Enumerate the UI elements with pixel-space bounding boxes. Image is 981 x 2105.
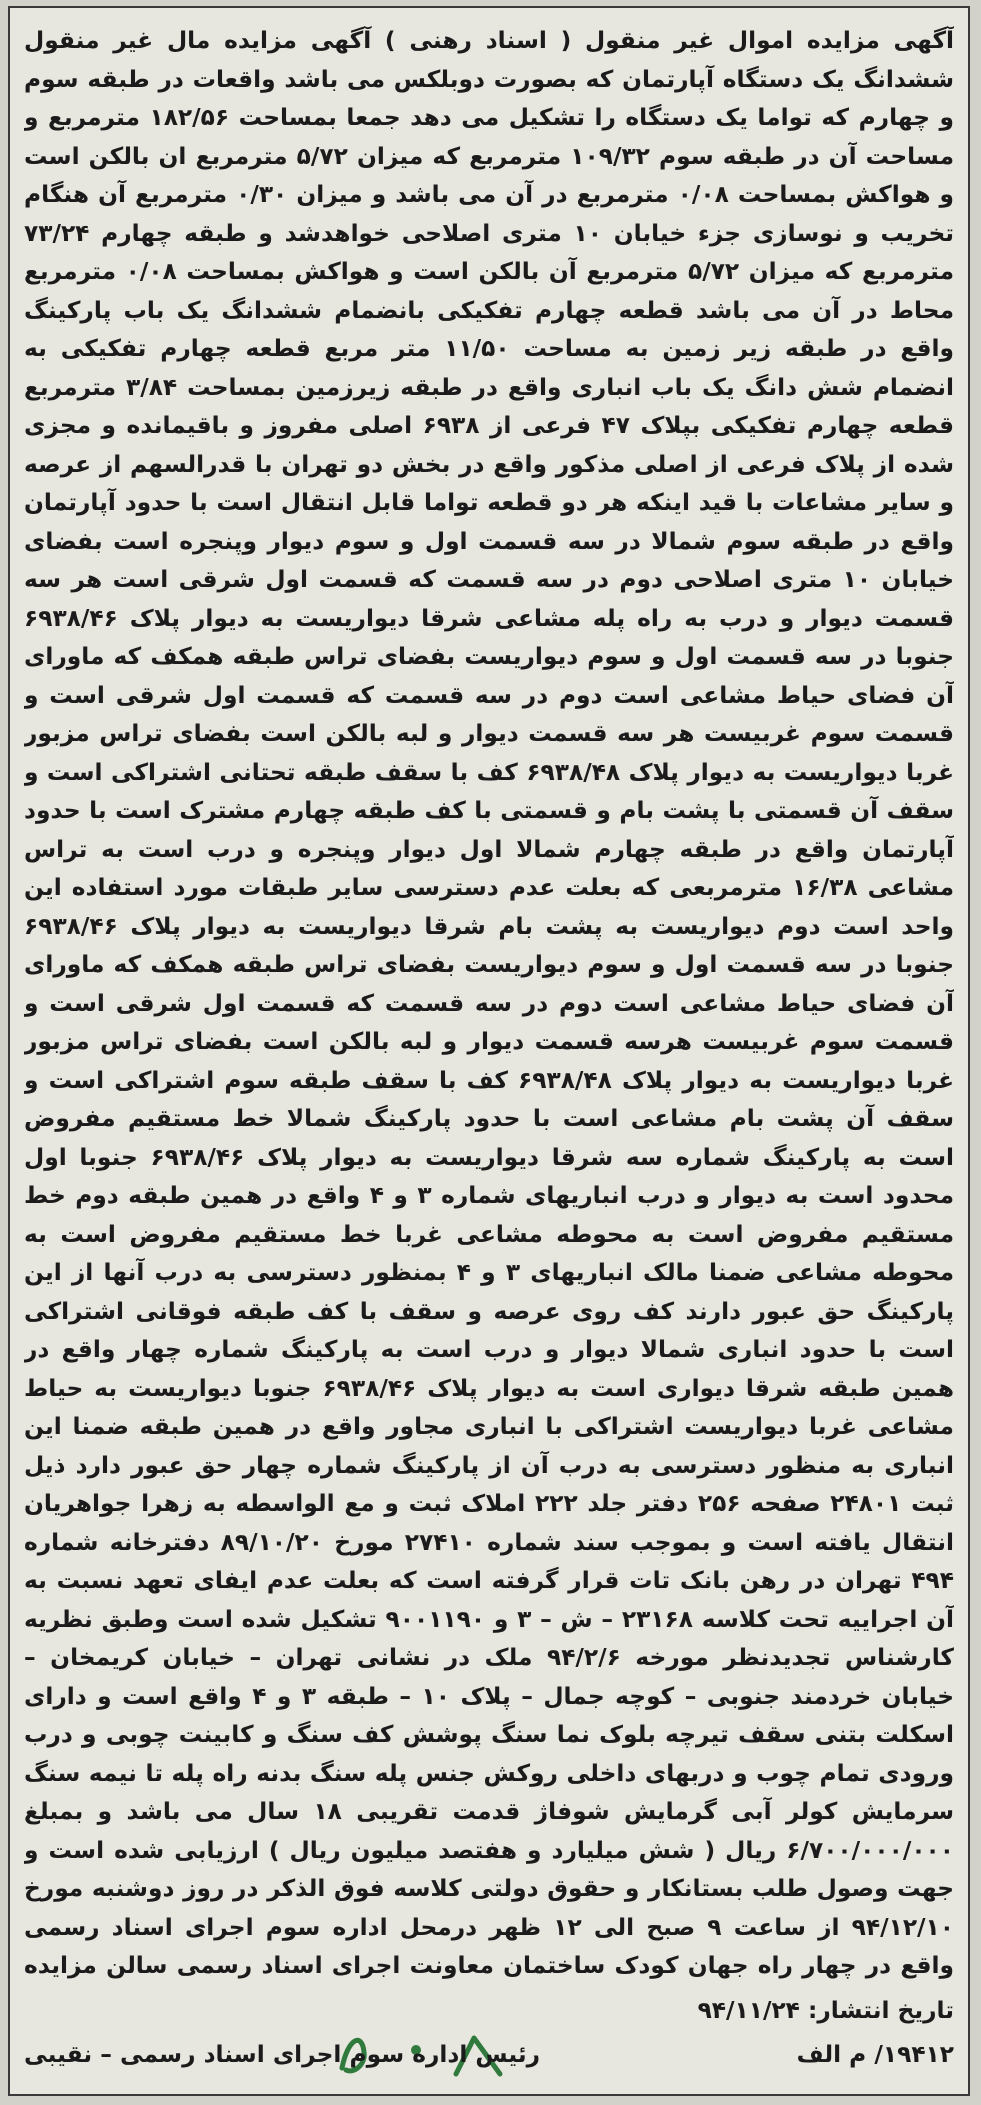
- notice-footer: [24, 1994, 954, 2086]
- auction-notice-body: آگهی مزایده اموال غیر منقول ( اسناد رهنی ) آگهی مزایده مال غیر منقول ششدانگ یک دستگاه آپارتمان که بصورت دوبلکس می باشد واقعات در طبقه سوم و چهارم که تواما یک دستگاه را تشکیل می دهد جمعا بمساحت ۱۸۲/۵۶ مترمربع و مساحت آن در طبقه سوم ۱۰۹/۳۲ مترمربع که میزان ۵/۷۲ مترمربع ان بالکن است و هواکش بمساحت ۰/۰۸ مترمربع در آن می باشد و میزان ۰/۳۰ مترمربع آن هنگام تخریب و نوسازی جزء خیابان ۱۰ متری اصلاحی خواهدشد و طبقه چهارم ۷۳/۲۴ مترمربع که میزان ۵/۷۲ مترمربع آن بالکن است و هواکش بمساحت ۰/۰۸ مترمربع محاط در آن می باشد قطعه چهارم تفکیکی بانضمام ششدانگ یک باب پارکینگ واقع در طبقه زیر زمین به مساحت ۱۱/۵۰ متر مربع قطعه چهارم تفکیکی به انضمام شش دانگ یک باب انباری واقع در طبقه زیرزمین بمساحت ۳/۸۴ مترمربع قطعه چهارم تفکیکی بپلاک ۴۷ فرعی از ۶۹۳۸ اصلی مفروز و باقیمانده و مجزی شده از پلاک فرعی از اصلی مذکور واقع در بخش دو تهران با قدرالسهم از عرصه و سایر مشاعات با قید اینکه هر دو قطعه تواما قابل انتقال است با حدود آپارتمان واقع در طبقه سوم شمالا در سه قسمت اول و سوم دیوار وپنجره است بفضای خیابان ۱۰ متری اصلاحی دوم در سه قسمت که قسمت اول شرقی است هر سه قسمت دیوار و درب به راه پله مشاعی شرقا دیواریست به دیوار پلاک ۶۹۳۸/۴۶ جنوبا در سه قسمت اول و سوم دیواریست بفضای تراس طبقه همکف که ماورای آن فضای حیاط مشاعی است دوم در سه قسمت که قسمت اول شرقی است و قسمت سوم غربیست هر سه قسمت دیوار و لبه بالکن است بفضای تراس مزبور غربا دیواریست به دیوار پلاک ۶۹۳۸/۴۸ کف با سقف طبقه تحتانی اشتراکی است و سقف آن قسمتی با پشت بام و قسمتی با کف طبقه چهارم مشترک است با حدود آپارتمان واقع در طبقه چهارم شمالا اول دیوار وپنجره و درب است به تراس مشاعی ۱۶/۳۸ مترمربعی که بعلت عدم دسترسی سایر طبقات مورد استفاده این واحد است دوم دیواریست به پشت بام شرقا دیواریست به دیوار پلاک ۶۹۳۸/۴۶ جنوبا در سه قسمت اول و سوم دیواریست بفضای تراس طبقه همکف که ماورای آن فضای حیاط مشاعی است دوم در سه قسمت که قسمت اول شرقی است و قسمت سوم غربیست هرسه قسمت دیوار و لبه بالکن است بفضای تراس مزبور غربا دیواریست به دیوار پلاک ۶۹۳۸/۴۸ کف با سقف طبقه سوم اشتراکی است و سقف آن پشت بام مشاعی است با حدود پارکینگ شمالا خط مستقیم مفروض است به پارکینگ شماره سه شرقا دیواریست به دیوار پلاک ۶۹۳۸/۴۶ جنوبا اول محدود است به دیوار و درب انباریهای شماره ۳ و ۴ واقع در همین طبقه دوم خط مستقیم مفروض است به محوطه مشاعی غربا خط مستقیم مفروض است به محوطه مشاعی ضمنا مالک انباریهای ۳ و ۴ بمنظور دسترسی به درب آنها از این پارکینگ حق عبور دارند کف روی عرصه و سقف با کف طبقه فوقانی اشتراکی است با حدود انباری شمالا دیوار و درب است به پارکینگ شماره چهار واقع در همین طبقه شرقا دیواری است به دیوار پلاک ۶۹۳۸/۴۶ جنوبا دیواریست به حیاط مشاعی غربا دیواریست اشتراکی با انباری مجاور واقع در همین طبقه ضمنا این انباری به منظور دسترسی به درب آن از پارکینگ شماره چهار حق عبور دارد ذیل ثبت ۲۴۸۰۱ صفحه ۲۵۶ دفتر جلد ۲۲۲ املاک ثبت و مع الواسطه به زهرا جواهریان انتقال یافته است و بموجب سند شماره ۲۷۴۱۰ مورخ ۸۹/۱۰/۲۰ دفترخانه شماره ۴۹۴ تهران در رهن بانک تات قرار گرفته است که بعلت عدم ایفای تعهد نسبت به آن اجراییه تحت کلاسه ۲۳۱۶۸ – ش – ۳ و ۹۰۰۱۱۹۰ تشکیل شده است وطبق نظریه کارشناس تجدیدنظر مورخه ۹۴/۲/۶ ملک در نشانی تهران – خیابان کریمخان – خیابان خردمند جنوبی – کوچه جمال – پلاک ۱۰ – طبقه ۳ و ۴ واقع است و دارای اسکلت بتنی سقف تیرچه بلوک نما سنگ پوشش کف سنگ و کابینت چوبی و درب ورودی تمام چوب و دربهای داخلی روکش جنس پله سنگ بدنه راه پله تا نیمه سنگ سرمایش کولر آبی گرمایش شوفاژ قدمت تقریبی ۱۸ سال می باشد و بمبلغ ۶/۷۰۰/۰۰۰/۰۰۰ ریال ( شش میلیارد و هفتصد میلیون ریال ) ارزیابی شده است و جهت وصول طلب بستانکار و حقوق دولتی کلاسه فوق الذکر در روز دوشنبه مورخ ۹۴/۱۲/۱۰ از ساعت ۹ صبح الی ۱۲ ظهر درمحل اداره سوم اجرای اسناد رسمی واقع در چهار راه جهان کودک ساختمان معاونت اجرای اسناد رسمی سالن مزایده: [24, 27, 954, 1979]
- signature-line: رئیس اداره سوم اجرای اسناد رسمی – نقیبی: [24, 2041, 541, 2068]
- reference-number: ۱۹۴۱۲/ م الف: [796, 2041, 954, 2068]
- publish-date: تاریخ انتشار: ۹۴/۱۱/۲۴: [697, 1997, 954, 2024]
- newspaper-clipping: [8, 6, 970, 2096]
